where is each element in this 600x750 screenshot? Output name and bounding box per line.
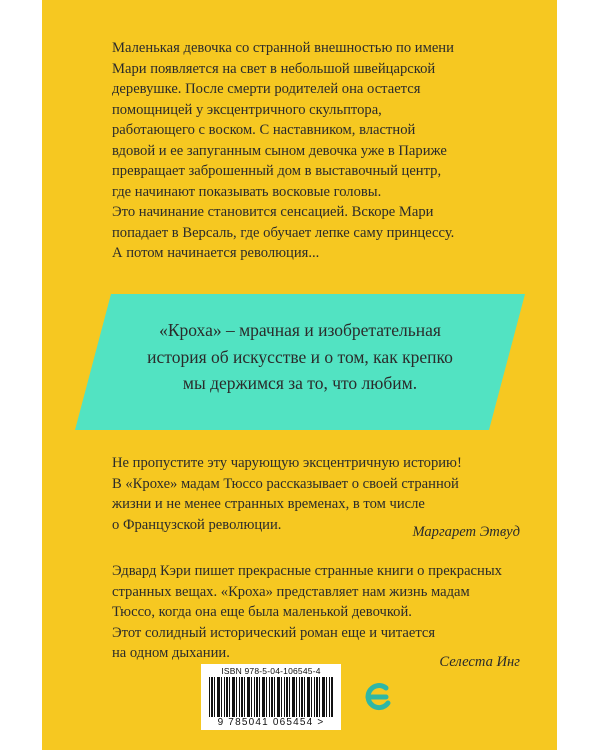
synopsis-line: Это начинание становится сенсацией. Вскоре Мари [112, 204, 434, 220]
synopsis-line: работающего с воском. С наставником, властной [112, 122, 416, 138]
review-atwood [112, 453, 532, 535]
quote-line: мы держимся за то, что любим. [182, 373, 418, 393]
review-line: Не пропустите эту чарующую эксцентричную историю! [112, 455, 462, 471]
synopsis-line: превращает заброшенный дом в выставочный центр, [112, 163, 442, 179]
synopsis-line: вдовой и ее запуганным сыном девочка уже в Париже [112, 142, 447, 159]
review-line: на одном дыхании. [112, 645, 230, 661]
barcode-bars [209, 677, 334, 717]
review-line: В «Крохе» мадам Тюссо рассказывает о своей странной [112, 475, 459, 492]
quote-line: история об искусстве и о том, как крепко [147, 346, 453, 367]
review-line: о Французской революции. [112, 516, 282, 533]
isbn-label: ISBN 978-5-04-106545-4 [221, 666, 321, 676]
review-author: Маргарет Этвуд [412, 524, 520, 540]
review-line: Тюссо, когда она еще была маленькой девочкой. [112, 604, 412, 620]
synopsis-line: помощницей у эксцентричного скульптора, [112, 101, 382, 118]
review-line: Этот солидный исторический роман еще и читается [112, 624, 436, 641]
review-line: жизни и не менее странных временах, в том числе [112, 496, 425, 512]
publisher-logo-icon [362, 679, 392, 715]
review-ng [112, 561, 532, 664]
quote-line: «Кроха» – мрачная и изобретательная [159, 320, 441, 340]
barcode-digits: 9 785041 065454 > [217, 717, 325, 728]
review-author: Селеста Инг [439, 654, 520, 670]
barcode [201, 664, 341, 730]
synopsis-line: Маленькая девочка со странной внешностью по имени [112, 40, 454, 56]
synopsis-line: А потом начинается революция... [112, 245, 320, 261]
synopsis-line: где начинают показывать восковые головы. [112, 183, 382, 200]
synopsis-line: деревушке. После смерти родителей она остается [112, 81, 421, 97]
synopsis-line: Мари появляется на свет в небольшой швейцарской [112, 60, 436, 77]
review-line: Эдвард Кэри пишет прекрасные странные книги о прекрасных [112, 563, 502, 579]
quote-banner-text [75, 317, 525, 397]
synopsis-line: попадает в Версаль, где обучает лепке саму принцессу. [112, 224, 455, 241]
review-line: странных вещах. «Кроха» представляет нам жизнь мадам [112, 583, 470, 600]
synopsis [112, 38, 532, 264]
